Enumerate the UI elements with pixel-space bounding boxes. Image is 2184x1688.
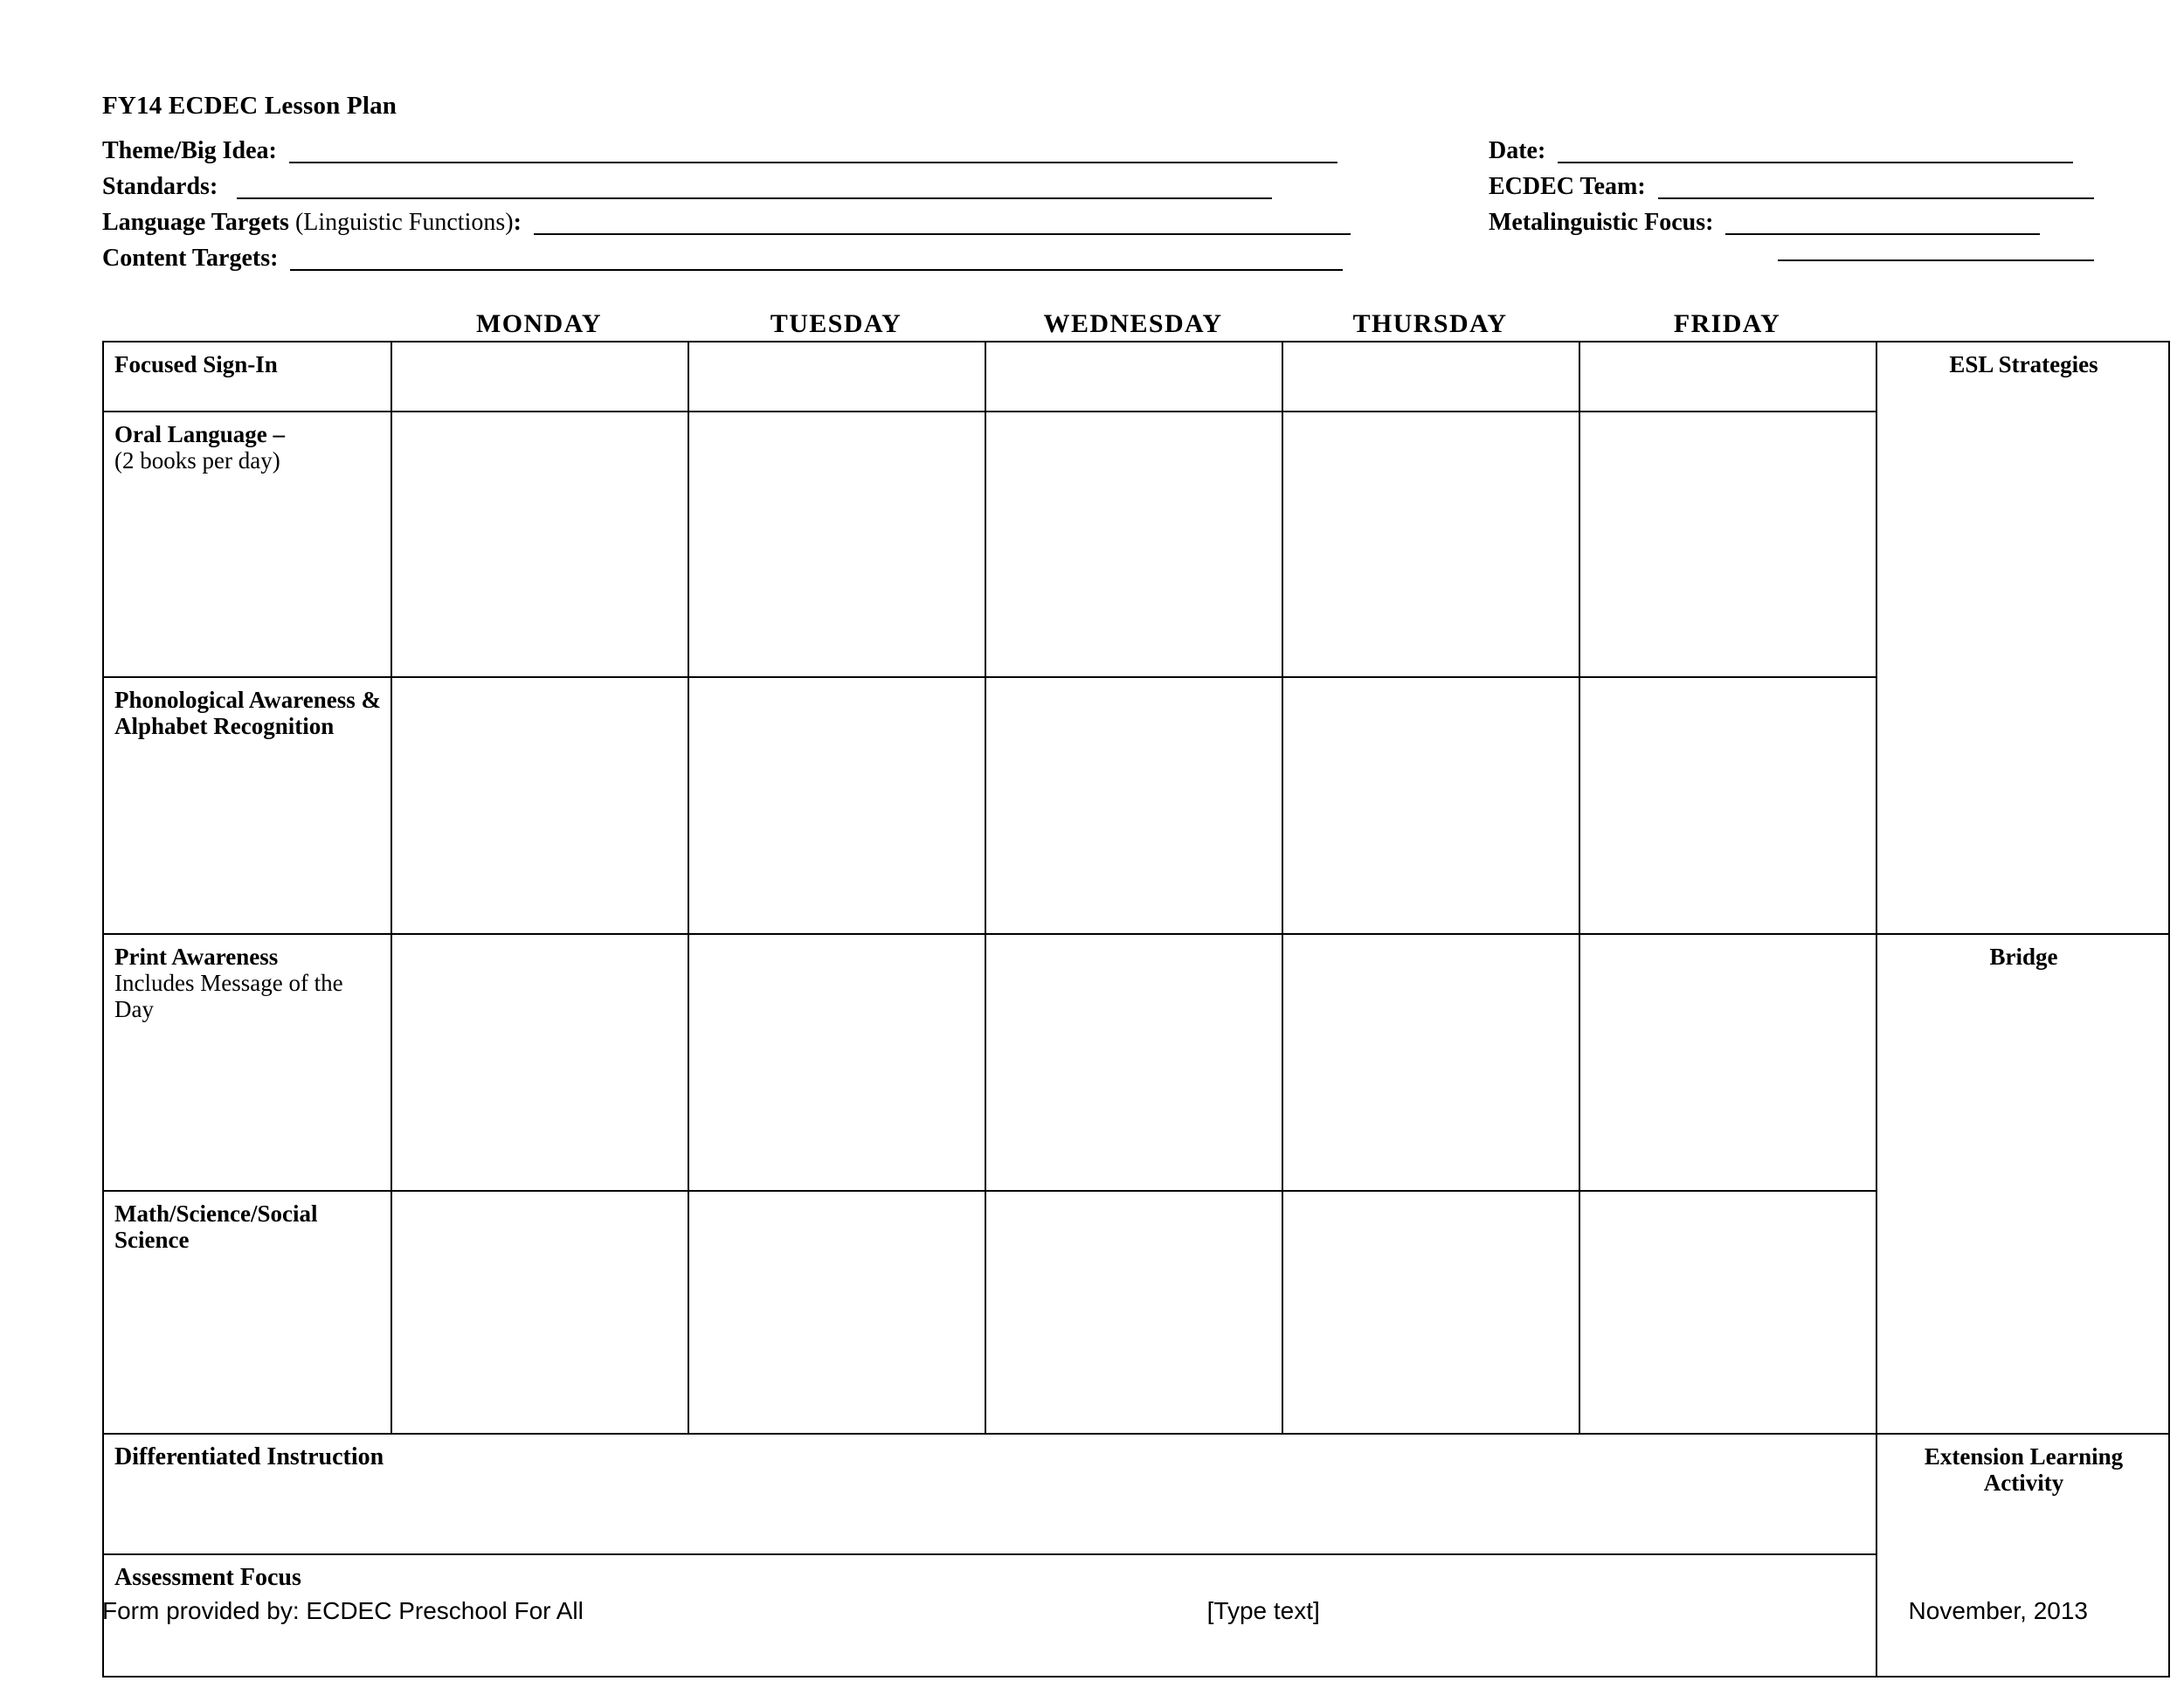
- table-row: [103, 342, 2169, 412]
- side-heading-esl-strategies-label: ESL Strategies: [1949, 351, 2098, 377]
- field-date-input[interactable]: [1558, 137, 2073, 163]
- weekday-header-tuesday: TUESDAY: [770, 309, 902, 338]
- footer-right-text: November, 2013: [1908, 1597, 2088, 1624]
- field-theme-big-idea-label: Theme/Big Idea:: [102, 137, 277, 164]
- header-fields: [102, 128, 2094, 271]
- row-label-focused-sign-in: [103, 342, 391, 412]
- cell-oral-language-monday[interactable]: [391, 412, 688, 677]
- cell-print-awareness-thursday[interactable]: [1282, 934, 1579, 1191]
- field-theme-big-idea: [102, 128, 1443, 163]
- cell-phonological-awareness-monday[interactable]: [391, 677, 688, 934]
- field-ecdec-team: [1489, 163, 2094, 199]
- cell-math-science-friday[interactable]: [1579, 1191, 1876, 1434]
- field-theme-big-idea-input[interactable]: [289, 137, 1337, 163]
- row-label-text: Print Awareness: [114, 944, 279, 970]
- cell-print-awareness-tuesday[interactable]: [688, 934, 985, 1191]
- weekday-header-wednesday: WEDNESDAY: [1043, 309, 1223, 338]
- footer-center-text: [Type text]: [1206, 1597, 1320, 1624]
- field-language-targets-label: [102, 211, 522, 235]
- row-label-differentiated-instruction: Differentiated Instruction: [114, 1443, 384, 1470]
- cell-focused-sign-in-tuesday[interactable]: [688, 342, 985, 412]
- weekday-header-tail: [1876, 309, 2088, 339]
- row-label-text: Oral Language –: [114, 421, 286, 447]
- cell-print-awareness-wednesday[interactable]: [985, 934, 1282, 1191]
- row-label-subtext: Includes Message of the Day: [114, 970, 343, 1023]
- cell-math-science-thursday[interactable]: [1282, 1191, 1579, 1434]
- cell-math-science-tuesday[interactable]: [688, 1191, 985, 1434]
- row-label-text: Focused Sign-In: [114, 351, 278, 377]
- table-row: [103, 1434, 2169, 1554]
- field-metalinguistic-focus-input-line2[interactable]: [1778, 235, 2094, 261]
- field-metalinguistic-focus-continued: [1489, 235, 2094, 271]
- field-language-targets-label-main: Language Targets: [102, 209, 289, 236]
- lesson-plan-table: [102, 341, 2170, 1678]
- field-ecdec-team-label: ECDEC Team:: [1489, 173, 1646, 200]
- cell-oral-language-tuesday[interactable]: [688, 412, 985, 677]
- row-label-oral-language: [103, 412, 391, 677]
- row-label-assessment-focus: Assessment Focus: [114, 1564, 301, 1591]
- field-language-targets-label-colon: :: [513, 209, 522, 236]
- header-left-column: [102, 128, 1443, 271]
- page-footer: [102, 1597, 2088, 1625]
- field-language-targets-label-note: (Linguistic Functions): [288, 209, 514, 236]
- field-date: [1489, 128, 2094, 163]
- field-content-targets-input[interactable]: [290, 245, 1343, 271]
- table-row: [103, 934, 2169, 1191]
- field-standards-input[interactable]: [237, 173, 1272, 199]
- header-right-column: [1443, 128, 2094, 271]
- cell-focused-sign-in-friday[interactable]: [1579, 342, 1876, 412]
- row-label-subtext: (2 books per day): [114, 447, 280, 474]
- cell-oral-language-wednesday[interactable]: [985, 412, 1282, 677]
- cell-differentiated-instruction[interactable]: [103, 1434, 1876, 1554]
- row-label-phonological-awareness: [103, 677, 391, 934]
- field-language-targets-input[interactable]: [534, 209, 1351, 235]
- cell-phonological-awareness-tuesday[interactable]: [688, 677, 985, 934]
- cell-print-awareness-friday[interactable]: [1579, 934, 1876, 1191]
- cell-phonological-awareness-thursday[interactable]: [1282, 677, 1579, 934]
- weekday-header-row: [102, 309, 2088, 339]
- cell-phonological-awareness-wednesday[interactable]: [985, 677, 1282, 934]
- weekday-header-friday: FRIDAY: [1673, 309, 1781, 338]
- cell-math-science-monday[interactable]: [391, 1191, 688, 1434]
- cell-oral-language-friday[interactable]: [1579, 412, 1876, 677]
- weekday-header-spacer: [102, 309, 390, 339]
- side-heading-esl-strategies[interactable]: [1876, 342, 2169, 934]
- weekday-header-monday: MONDAY: [476, 309, 602, 338]
- cell-print-awareness-monday[interactable]: [391, 934, 688, 1191]
- page-title: FY14 ECDEC Lesson Plan: [102, 92, 397, 120]
- field-content-targets-label: Content Targets:: [102, 245, 279, 272]
- side-heading-bridge-label: Bridge: [1989, 944, 2058, 970]
- row-label-print-awareness: [103, 934, 391, 1191]
- cell-focused-sign-in-monday[interactable]: [391, 342, 688, 412]
- weekday-header-thursday: THURSDAY: [1352, 309, 1508, 338]
- row-label-math-science-social-science: [103, 1191, 391, 1434]
- side-heading-extension-learning-activity[interactable]: [1876, 1434, 2169, 1677]
- field-content-targets: [102, 235, 1443, 271]
- cell-focused-sign-in-wednesday[interactable]: [985, 342, 1282, 412]
- field-language-targets: [102, 199, 1443, 235]
- field-metalinguistic-focus-label: Metalinguistic Focus:: [1489, 209, 1714, 236]
- field-metalinguistic-focus: [1489, 199, 2094, 235]
- side-heading-bridge[interactable]: [1876, 934, 2169, 1434]
- cell-oral-language-thursday[interactable]: [1282, 412, 1579, 677]
- cell-focused-sign-in-thursday[interactable]: [1282, 342, 1579, 412]
- field-ecdec-team-input[interactable]: [1658, 173, 2094, 199]
- table-row: [103, 677, 2169, 934]
- field-metalinguistic-focus-input[interactable]: [1725, 209, 2040, 235]
- row-label-text: Phonological Awareness & Alphabet Recognition: [114, 687, 382, 740]
- cell-math-science-wednesday[interactable]: [985, 1191, 1282, 1434]
- table-row: [103, 412, 2169, 677]
- field-standards: [102, 163, 1443, 199]
- field-standards-label: Standards:: [102, 173, 218, 200]
- field-date-label: Date:: [1489, 137, 1546, 164]
- footer-left-text: Form provided by: ECDEC Preschool For All: [102, 1597, 584, 1624]
- cell-phonological-awareness-friday[interactable]: [1579, 677, 1876, 934]
- side-heading-extension-learning-activity-label: Extension Learning Activity: [1924, 1443, 2124, 1497]
- table-row: [103, 1191, 2169, 1434]
- row-label-text: Math/Science/Social Science: [114, 1200, 318, 1254]
